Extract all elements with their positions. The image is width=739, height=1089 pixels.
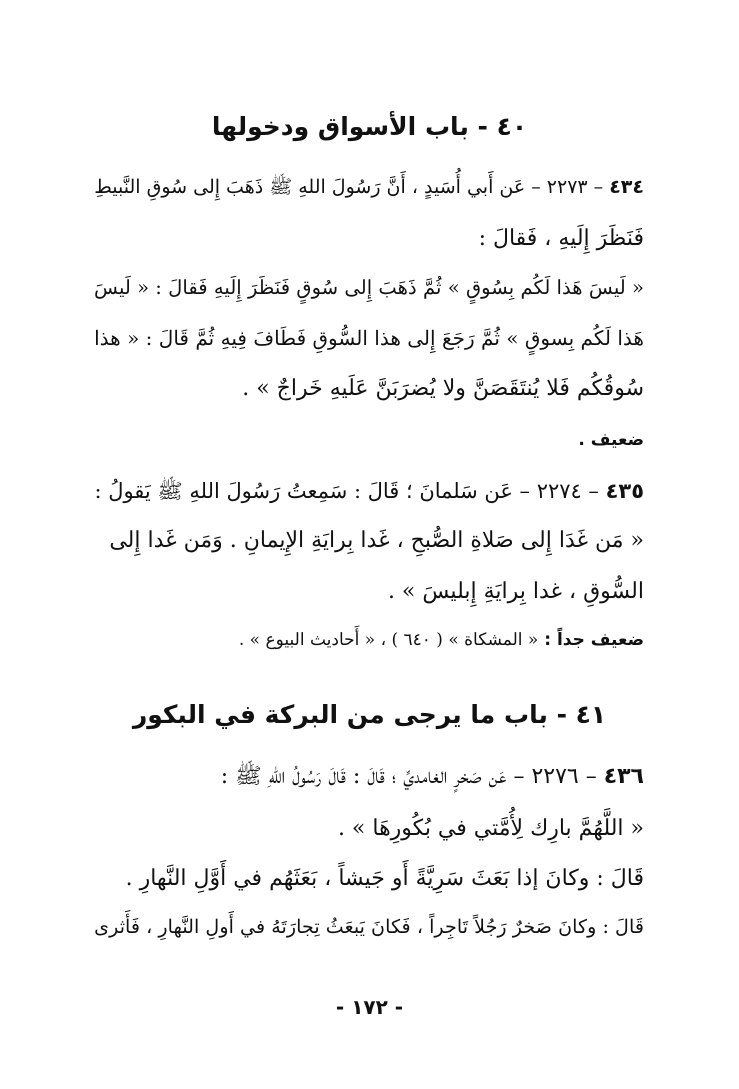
hadith-434-line-5: سُوقُكُم فَلا يُنتَقَصَنَّ ولا يُضرَبَنَّ عَلَيهِ خَراجٌ » . (242, 376, 644, 401)
hadith-436-text-1: – ٢٢٧٦ – عَن صَخرٍ الغامديِّ ؛ قَالَ : قَالَ رَسُولُ اللهِ ﷺ : (220, 764, 597, 789)
hadith-435-line-1 (94, 478, 644, 505)
hadith-434-line-1 (94, 175, 644, 200)
hadith-435-line-3: السُّوقِ ، غدا بِرايَةِ إِبليسَ » . (387, 579, 644, 604)
hadith-436-number: ٤٣٦ (603, 764, 644, 789)
hadith-436-line-1 (221, 763, 644, 792)
chapter-heading-41: ٤١ - باب ما يرجى من البركة في البكور (132, 700, 607, 729)
hadith-435-line-2: « مَن غَدَا إِلى صَلاةِ الصُّبحِ ، غَدا بِرايَةِ الإِيمانِ . وَمَن غَدا إِلى (109, 528, 644, 553)
hadith-435-grade-reference: « المشكاة » ( ٦٤٠ ) ، « أَحاديث البيوع » . (238, 630, 539, 650)
hadith-434-line-2: فَنَظَرَ إِلَيهِ ، فَقالَ : (478, 226, 644, 251)
hadith-435-grade-label: ضعيف جداً : (544, 630, 644, 650)
hadith-436-line-4: قَالَ : وكانَ صَخرٌ رَجُلاً تَاجِراً ، فَكانَ يَبعَثُ تِجارَتَهُ في أَولِ النَّهارِ ، فَأَثرى (94, 915, 644, 938)
hadith-436-line-2: « اللَّهُمَّ بارِك لِأُمَّتي في بُكُورِهَا » . (337, 816, 644, 841)
page-number: - ١٧٢ - (335, 995, 404, 1019)
hadith-434-line-4: هَذا لَكُم بِسوقٍ » ثُمَّ رَجَعَ إِلى هذا السُّوقِ فَطَافَ فِيهِ ثُمَّ قَالَ : « هذا (94, 326, 644, 350)
hadith-434-grade: ضعيف . (578, 430, 644, 450)
hadith-434-text-1: – ٢٢٧٣ – عَن أَبي أُسَيدٍ ، أَنَّ رَسُولَ اللهِ ﷺ ذَهَبَ إِلى سُوقِ النَّبيطِ (94, 176, 604, 198)
hadith-436-line-3: قَالَ : وكانَ إذا بَعَثَ سَرِيَّةً أَو جَيشاً ، بَعَثَهُم في أَوَّلِ النَّهارِ . (125, 866, 644, 891)
hadith-434-line-3: « لَيسَ هَذا لَكُم بِسُوقٍ » ثُمَّ ذَهَبَ إِلى سُوقٍ فَنَظَرَ إِلَيهِ فَقالَ : « لَيسَ (93, 276, 644, 299)
hadith-435-number: ٤٣٥ (605, 479, 644, 503)
hadith-435-text-1: – ٢٢٧٤ – عَن سَلمانَ ؛ قَالَ : سَمِعتُ رَسُولَ اللهِ ﷺ يَقولُ : (94, 479, 599, 503)
chapter-heading-40: ٤٠ - باب الأسواق ودخولها (211, 112, 528, 141)
hadith-435-grade (239, 630, 644, 650)
hadith-434-number: ٤٣٤ (609, 176, 644, 198)
